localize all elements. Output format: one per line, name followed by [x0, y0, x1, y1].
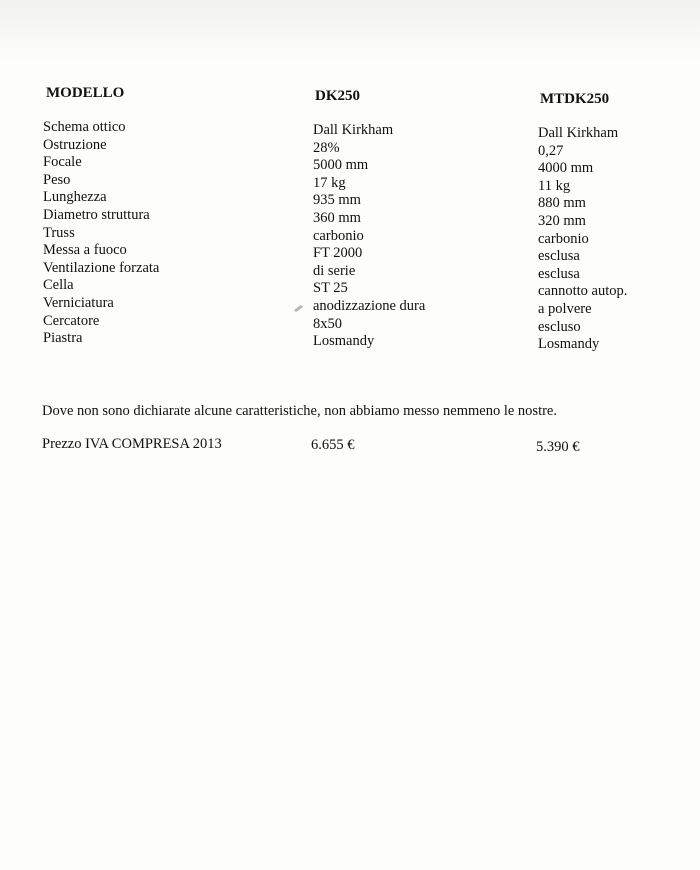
mtdk250-value: 11 kg	[538, 177, 571, 194]
header-mtdk250: MTDK250	[540, 91, 610, 107]
feature-label: Ventilazione forzata	[43, 259, 160, 276]
feature-label: Focale	[43, 154, 82, 171]
mtdk250-value: cannotto autop.	[538, 283, 628, 300]
dk250-value: 935 mm	[313, 192, 361, 209]
feature-label: Cella	[43, 277, 74, 294]
feature-label: Piastra	[43, 330, 83, 347]
mtdk250-value: 320 mm	[538, 212, 586, 229]
feature-label: Truss	[43, 224, 75, 241]
feature-labels-column	[43, 119, 159, 348]
scan-smudge	[294, 305, 303, 313]
dk250-value: FT 2000	[313, 245, 363, 262]
dk250-value: 360 mm	[313, 209, 361, 226]
feature-label: Cercatore	[43, 312, 100, 329]
feature-label: Verniciatura	[43, 294, 114, 311]
mtdk250-value: Losmandy	[538, 336, 600, 353]
footnote: Dove non sono dichiarate alcune caratteristiche, non abbiamo messo nemmeno le nostre.	[42, 403, 557, 419]
feature-label: Lunghezza	[43, 189, 107, 206]
mtdk250-value: esclusa	[538, 248, 580, 265]
feature-label: Peso	[43, 171, 71, 188]
mtdk250-value: carbonio	[538, 230, 589, 247]
dk250-value: anodizzazione dura	[313, 297, 426, 314]
dk250-value: Dall Kirkham	[313, 122, 394, 138]
mtdk250-value: escluso	[538, 318, 581, 335]
price-mtdk250: 5.390 €	[536, 439, 580, 455]
header-dk250: DK250	[315, 88, 360, 104]
dk250-value: carbonio	[313, 227, 364, 244]
dk250-value: 17 kg	[313, 174, 346, 191]
dk250-value: di serie	[313, 262, 356, 279]
dk250-value: 8x50	[313, 315, 342, 332]
dk250-value: ST 25	[313, 280, 348, 297]
dk250-value: 5000 mm	[313, 157, 369, 174]
mtdk250-value: a polvere	[538, 300, 592, 317]
feature-label: Diametro struttura	[43, 206, 150, 223]
mtdk250-value: Dall Kirkham	[538, 125, 619, 141]
mtdk250-value: esclusa	[538, 265, 580, 282]
price-label: Prezzo IVA COMPRESA 2013	[42, 436, 222, 452]
mtdk250-value: 0,27	[538, 142, 564, 159]
feature-label: Messa a fuoco	[43, 242, 127, 259]
feature-label: Schema ottico	[43, 119, 126, 135]
header-modello: MODELLO	[46, 85, 125, 101]
mtdk250-value: 880 mm	[538, 195, 586, 212]
dk250-value: Losmandy	[313, 333, 375, 350]
dk250-value: 28%	[313, 139, 340, 156]
mtdk250-value: 4000 mm	[538, 160, 594, 177]
price-dk250: 6.655 €	[311, 437, 355, 453]
feature-label: Ostruzione	[43, 136, 107, 153]
scan-shading	[0, 0, 700, 60]
mtdk250-values-column	[538, 125, 627, 354]
dk250-values-column	[313, 122, 425, 351]
